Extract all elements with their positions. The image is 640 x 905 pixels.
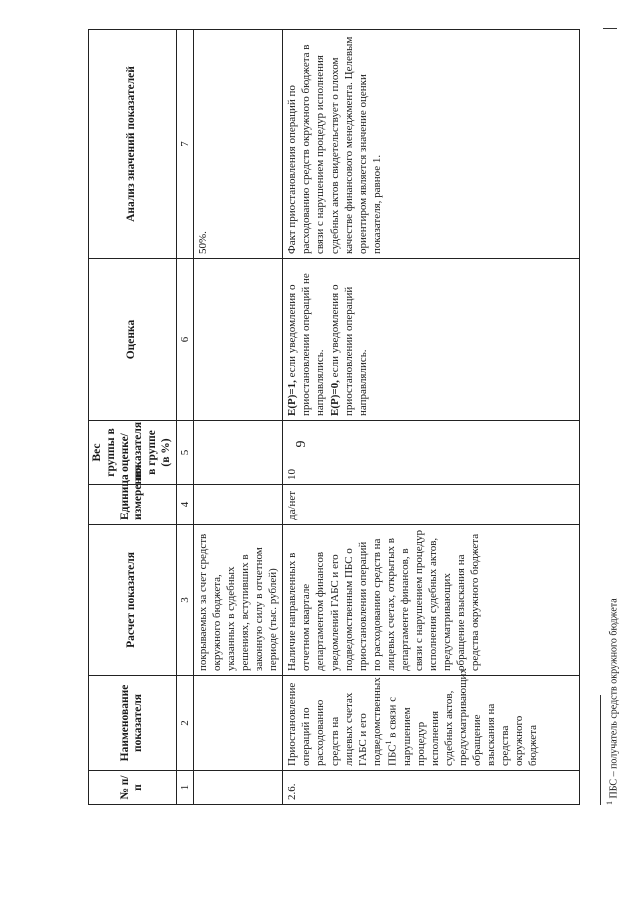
cell-empty — [193, 485, 282, 525]
score-formula: E(P)=1, — [286, 380, 299, 416]
column-number: 6 — [176, 259, 193, 421]
continuation-row — [193, 30, 282, 805]
score-text: если уведомления о приостановлении операций направлялись. — [328, 284, 369, 416]
cell-empty — [193, 259, 282, 421]
header-weight: Вес группы в оценке/ показателя в группе (в %) — [89, 421, 177, 485]
header-score: Оценка — [89, 259, 177, 421]
page-number: 9 — [294, 440, 309, 448]
header-num: № п/п — [89, 771, 177, 805]
header-calc: Расчет показателя — [89, 525, 177, 676]
column-number: 5 — [176, 421, 193, 485]
cell-empty — [193, 771, 282, 805]
cell-empty — [193, 676, 282, 771]
cell-empty — [193, 421, 282, 485]
header-unit: Единица измерения — [89, 485, 177, 525]
table-row — [283, 30, 580, 805]
footnote-divider — [600, 695, 601, 805]
footnote-marker: 1 — [605, 801, 614, 805]
score-formula: E(P)=0, — [328, 380, 341, 416]
column-number: 7 — [176, 30, 193, 259]
rotated-page — [88, 30, 624, 805]
cell-weight: 10 — [283, 421, 580, 485]
cell-calc-continued: покрываемых за счет средств окружного бюджета, указанных в судебных решениях, вступивших в законную силу в отчетном периоде (тыс. рублей) — [193, 525, 282, 676]
margin-mark — [603, 28, 617, 29]
score-text: если уведомления о приостановлении операций не направлялись. — [286, 273, 327, 416]
cell-calc: Наличие направленных в отчетном квартале департаментом финансов уведомлений ГАБС и его подведомственным ПБС о приостановлении операций по расходованию средств на лицевых счетах, открытых в департаменте финансов, в связи с нарушением процедур исполнения судебных актов, предусматривающих обращение взыскания на средства окружного бюджета — [283, 525, 580, 676]
footnote — [605, 598, 619, 805]
name-text: Приостановление операций по расходованию средств на лицевых счетах ГАБС и его подведомственных ПБС — [286, 677, 399, 766]
cell-unit: да/нет — [283, 485, 580, 525]
name-text-cont: в связи с нарушением процедур исполнения судебных актов, предусматривающих обращение взыскания на средства окружного бюджета — [386, 668, 540, 766]
column-number: 3 — [176, 525, 193, 676]
cell-name — [283, 668, 580, 771]
cell-analysis-continued: 50%. — [193, 30, 282, 259]
cell-num: 2.6. — [283, 771, 580, 805]
score-rule-1 — [285, 263, 327, 416]
footnote-ref: 1 — [383, 740, 393, 745]
header-name: Наименование показателя — [89, 676, 177, 771]
score-rule-2 — [328, 263, 370, 416]
cell-score — [283, 259, 580, 421]
column-number: 4 — [176, 485, 193, 525]
header-analysis: Анализ значений показателей — [89, 30, 177, 259]
column-number: 1 — [176, 771, 193, 805]
column-numbers-row — [176, 30, 193, 805]
indicators-table — [88, 29, 580, 805]
column-number: 2 — [176, 676, 193, 771]
cell-analysis: Факт приостановления операций по расходованию средств окружного бюджета в связи с нарушением процедур исполнения судебных актов свидетельствует о плохом качестве финансового менеджмента. Целевым ориентиром является значение оценки показателя, равное 1. — [283, 30, 580, 259]
header-row — [89, 30, 177, 805]
footnote-text: ПБС – получатель средств окружного бюджета — [608, 598, 620, 801]
